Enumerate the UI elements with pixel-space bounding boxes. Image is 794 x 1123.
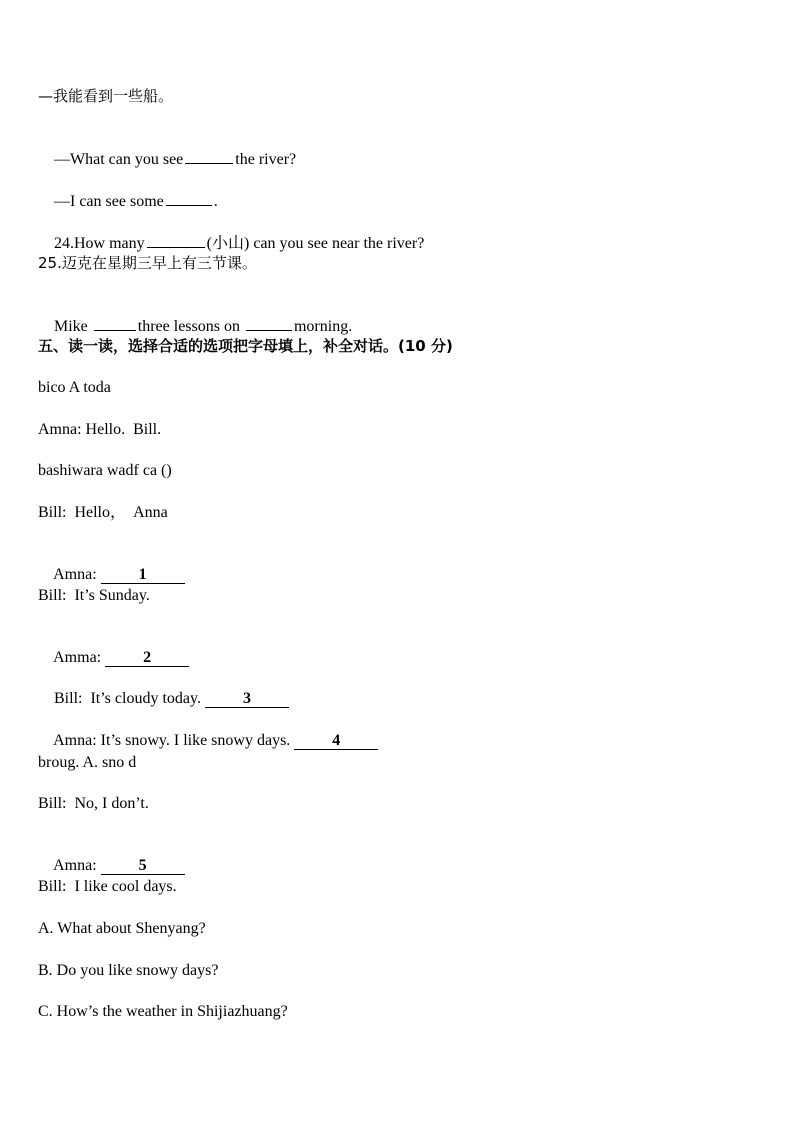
question-25-sentence [38,295,353,335]
dialogue-line: Bill: I like cool days. [38,878,177,895]
answer-boats [38,170,218,210]
question-river [38,128,297,168]
answer-blank[interactable] [246,315,292,331]
question-24-start: 24.How many [54,235,145,252]
answer-blank[interactable] [147,232,205,248]
speaker-label: Amma: [53,649,106,666]
dialogue-line [38,669,289,707]
answer-blank-5[interactable]: 5 [101,858,185,875]
dialogue-line: Bill: No, I don’t. [38,795,149,812]
speaker-label: Amna: [53,566,101,583]
answer-blank[interactable] [94,315,136,331]
question-25-start: Mike [54,318,88,335]
answer-boats-end: . [213,193,218,210]
answer-blank-1[interactable]: 1 [101,567,185,584]
answer-boats-start: —I can see some [54,193,164,210]
dialogue-line [38,836,185,874]
answer-blank-4[interactable]: 4 [294,733,378,750]
option-c: C. How’s the weather in Shijiazhuang? [38,1003,288,1020]
option-a: A. What about Shenyang? [38,920,206,937]
garbled-line: broug. A. sno d [38,754,137,771]
dialogue-line: Bill: Hello， Anna [38,504,168,521]
dialogue-text: Bill: It’s cloudy today. [54,690,205,707]
question-25-end: morning. [293,318,353,335]
garbled-line: bico A toda [38,379,111,396]
dialogue-line: Amna: Hello. Bill. [38,421,162,438]
question-river-end: the river? [235,151,297,168]
answer-blank[interactable] [166,190,212,206]
answer-blank-3[interactable]: 3 [205,691,289,708]
speaker-label: Amna: [53,857,101,874]
answer-blank-2[interactable]: 2 [105,650,189,667]
dialogue-line [38,545,185,583]
option-b: B. Do you like snowy days? [38,962,219,979]
question-25-prompt: 25.迈克在星期三早上有三节课。 [38,254,257,272]
question-24-end: (小山) can you see near the river? [206,235,425,252]
garbled-line: bashiwara wadf ca () [38,462,172,479]
dialogue-line [38,628,189,666]
question-river-start: —What can you see [54,151,184,168]
dialogue-line [38,711,378,749]
section-5-heading: 五、读一读，选择合适的选项把字母填上，补全对话。(10 分) [38,337,453,355]
dialogue-text: Amna: It’s snowy. I like snowy days. [53,732,295,749]
question-24 [38,212,425,252]
question-25-mid: three lessons on [137,318,240,335]
answer-blank[interactable] [185,148,233,164]
dialogue-line: Bill: It’s Sunday. [38,587,150,604]
chinese-prompt-boats: —我能看到一些船。 [38,87,174,105]
